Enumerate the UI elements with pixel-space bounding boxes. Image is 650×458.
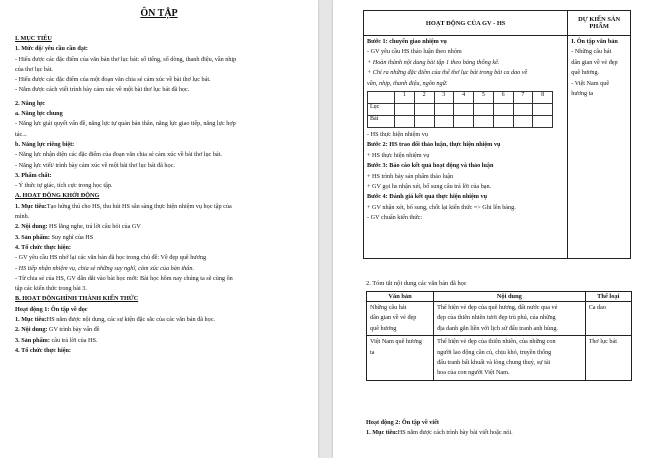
text-line: Hoạt động 2: Ôn tập về viết xyxy=(366,419,439,426)
meter-cell: 4 xyxy=(454,91,474,103)
text-line: 2. Nội dung: HS lắng nghe, trả lời câu hỏi của GV xyxy=(15,223,141,231)
meter-stats-table xyxy=(367,91,553,128)
table-row xyxy=(367,336,632,381)
text-line: 4. Tổ chức thực hiện: xyxy=(15,243,71,251)
table-row xyxy=(367,302,632,336)
text-line: - Năng lực viết/ trình bày cảm xúc về một bài thơ lục bát đã học. xyxy=(15,161,175,169)
cell-line: Ca dao xyxy=(588,304,606,311)
writing-review-text xyxy=(366,418,636,439)
meter-cell xyxy=(493,115,513,127)
product-line: hương ta xyxy=(571,89,594,97)
meter-cell xyxy=(395,115,415,127)
cell-line: Những câu hát xyxy=(370,304,407,311)
cell-line: địa danh gắn liền với lịch sử đấu tranh anh hùng. xyxy=(437,324,558,332)
section-summary-heading: 2. Tóm tắt nội dung các văn bản đã học xyxy=(366,280,467,287)
cell-line: hoa của con người Việt Nam. xyxy=(437,369,510,377)
meter-cell xyxy=(533,115,553,127)
meter-cell xyxy=(493,103,513,115)
text-line: mình. xyxy=(15,213,30,221)
meter-cell xyxy=(474,115,494,127)
genre-cell xyxy=(585,302,631,336)
step-line: - GV yêu cầu HS thảo luận theo nhóm xyxy=(367,48,462,56)
page-title: ÔN TẬP xyxy=(140,8,178,19)
col-content: Nội dung xyxy=(434,292,586,302)
step-line: + HS thực hiện nhiệm vụ xyxy=(367,151,430,159)
left-page xyxy=(0,0,318,458)
right-page xyxy=(333,0,650,458)
cell-line: Thể hiện vẻ đẹp của quê hương, đất nước qua vẻ xyxy=(437,304,558,311)
step-line: + HS trình bày sản phẩm thảo luận xyxy=(367,172,454,180)
content-cell xyxy=(434,336,586,381)
text-line: 3. Phẩm chất: xyxy=(15,171,52,179)
activities-cell xyxy=(364,36,568,259)
meter-cell: Lục xyxy=(368,103,395,115)
text-line: B. HOẠT ĐỘNGHÌNH THÀNH KIẾN THỨC xyxy=(15,295,139,303)
meter-header-row xyxy=(368,91,553,103)
meter-row xyxy=(368,115,553,127)
step-line: vần, nhịp, thanh điệu, ngôn ngữ. xyxy=(367,79,448,87)
cell-line: ta xyxy=(370,348,375,356)
product-line: - Việt Nam quê xyxy=(571,79,610,87)
meter-cell xyxy=(513,103,533,115)
text-line: Hoạt động 1: Ôn tập về đọc xyxy=(15,305,88,313)
meter-cell: Bát xyxy=(368,115,395,127)
activities-steps-a xyxy=(367,37,564,89)
meter-cell: 3 xyxy=(434,91,454,103)
meter-cell xyxy=(474,103,494,115)
meter-cell xyxy=(533,103,553,115)
meter-cell xyxy=(414,115,434,127)
meter-cell xyxy=(454,103,474,115)
step-line: Bước 1: chuyển giao nhiệm vụ xyxy=(367,38,447,45)
cell-line: Thể hiện vẻ đẹp của thiên nhiên, của những con xyxy=(437,338,556,346)
text-line: - Nắm được cách viết trình bày cảm xúc về một bài thơ lục bát đã học. xyxy=(15,86,190,94)
meter-cell: 8 xyxy=(533,91,553,103)
text-line: - Ý thức tự giác, tích cực trong học tập. xyxy=(15,182,113,190)
activities-steps-b xyxy=(367,130,564,224)
text-line: - Hiểu được các đặc điểm của văn bản thơ lục bát: số tiếng, số dòng, thanh điệu, vần nhịp xyxy=(15,55,237,63)
meter-cell: 5 xyxy=(474,91,494,103)
meter-row xyxy=(368,103,553,115)
meter-cell xyxy=(368,91,395,103)
text-line: 2. Nội dung: GV trình bày vấn đề xyxy=(15,326,100,334)
step-line: Bước 4: Đánh giá kết quả thực hiện nhiệm vụ xyxy=(367,193,488,201)
step-line: + Hoàn thành nội dung bài tập 1 theo bảng thống kê. xyxy=(367,58,500,66)
cell-line: Việt Nam quê hương xyxy=(370,338,422,346)
cell-line: Thơ lục bát xyxy=(588,338,617,346)
text-line: 1. Mục tiêu:HS nắm được nội dung, các sự kiện đặc sắc của các văn bản đã học. xyxy=(15,316,216,324)
text-line: 1. Mức độ/ yêu cầu cần đạt: xyxy=(15,45,88,53)
step-line: Bước 2: HS trao đổi thảo luận, thực hiện nhiệm vụ xyxy=(367,141,501,149)
left-body-text xyxy=(15,34,313,356)
step-line: + GV gọi hs nhận xét, bổ sung câu trả lời của bạn. xyxy=(367,182,492,190)
meter-cell xyxy=(513,115,533,127)
cell-line: dân gian về vẻ đẹp xyxy=(370,314,417,322)
text-line: tập các kiến thức trong bài 3. xyxy=(15,285,87,293)
text-line: - GV yêu cầu HS nhớ lại các văn bản đã học trong chủ đề: Về đẹp quê hương xyxy=(15,254,207,262)
meter-cell: 6 xyxy=(493,91,513,103)
col-genre: Thể loại xyxy=(585,292,631,302)
text-line: 4. Tổ chức thực hiện: xyxy=(15,346,71,354)
step-line: - HS thực hiện nhiệm vụ xyxy=(367,130,428,138)
text-line: 2. Năng lực xyxy=(15,99,46,107)
text-name-cell xyxy=(367,302,434,336)
content-cell xyxy=(434,302,586,336)
expected-products-list xyxy=(571,37,627,99)
meter-cell xyxy=(395,103,415,115)
col-text: Văn bản xyxy=(367,292,434,302)
cell-line: người lao động cần cù, chịu khó, truyền thống xyxy=(437,348,552,356)
product-line: - Những câu hát xyxy=(571,48,612,56)
summary-table xyxy=(366,291,632,381)
text-line: - HS tiếp nhận nhiệm vụ, chia sẻ những suy nghĩ, cảm xúc của bản thân. xyxy=(15,264,194,272)
text-line: 3. Sản phẩm: Suy nghĩ của HS xyxy=(15,233,94,241)
text-line: b. Năng lực riêng biệt: xyxy=(15,140,75,148)
header-activities: HOẠT ĐỘNG CỦA GV - HS xyxy=(364,11,568,36)
step-line: - GV chuẩn kiến thức: xyxy=(367,214,423,222)
text-line: của thơ lục bát. xyxy=(15,65,53,73)
meter-cell xyxy=(454,115,474,127)
product-line: quê hương. xyxy=(571,69,600,77)
text-line: tác... xyxy=(15,130,27,138)
product-line: dân gian về vẻ đẹp xyxy=(571,58,618,66)
cell-line: đấu tranh bất khuất và lòng chung thuỷ, sự tài xyxy=(437,358,551,366)
cell-line: đẹp của thiên nhiên tươi đẹp trù phú, của những xyxy=(437,314,556,322)
step-line: + Chỉ ra những đặc điểm của thể thơ lục bát trong bài ca dao về xyxy=(367,69,528,77)
text-line: - Hiểu được các đặc điểm của một đoạn văn chia sẻ cảm xúc về bài thơ lục bát. xyxy=(15,76,211,84)
meter-cell: 7 xyxy=(513,91,533,103)
meter-cell: 1 xyxy=(395,91,415,103)
meter-cell xyxy=(434,103,454,115)
text-line: a. Năng lực chung xyxy=(15,110,63,118)
cell-line: quê hương xyxy=(370,324,397,332)
meter-cell xyxy=(434,115,454,127)
text-name-cell xyxy=(367,336,434,381)
text-line: - Từ chia sẻ của HS, GV dẫn dắt vào bài học mới: Bài học hôm nay chúng ta sẽ cùng ôn xyxy=(15,274,233,282)
text-line: - Năng lực giải quyết vấn đề, năng lực tự quản bản thân, năng lực giao tiếp, năng lực hợp xyxy=(15,120,236,128)
header-expected-products: DỰ KIẾN SẢN PHẨM xyxy=(568,11,631,36)
text-line: A. HOẠT ĐỘNG KHỞI ĐỘNG xyxy=(15,192,100,200)
text-line: - Năng lực nhận diện các đặc điểm của đoạn văn chia sẻ cảm xúc về bài thơ lục bát. xyxy=(15,151,222,159)
step-line: + GV nhận xét, bổ sung, chốt lại kiến thức => Ghi lên bảng. xyxy=(367,203,516,211)
genre-cell xyxy=(585,336,631,381)
text-line: 1. Mục tiêu:HS nắm được cách trình bày bài viết hoặc nói. xyxy=(366,429,513,437)
text-line: 1. Mục tiêu:Tạo hứng thú cho HS, thu hút HS sẵn sàng thực hiện nhiệm vụ học tập của xyxy=(15,202,232,210)
meter-cell xyxy=(414,103,434,115)
text-line: 3. Sản phẩm: câu trả lời của HS. xyxy=(15,336,98,344)
text-line: I. MỤC TIÊU xyxy=(15,35,52,42)
activity-table xyxy=(363,10,631,259)
product-line: I. Ôn tập văn bản xyxy=(571,38,618,45)
meter-cell: 2 xyxy=(414,91,434,103)
step-line: Bước 3: Báo cáo kết quả hoạt động và thảo luận xyxy=(367,162,494,170)
expected-products-cell xyxy=(568,36,631,259)
